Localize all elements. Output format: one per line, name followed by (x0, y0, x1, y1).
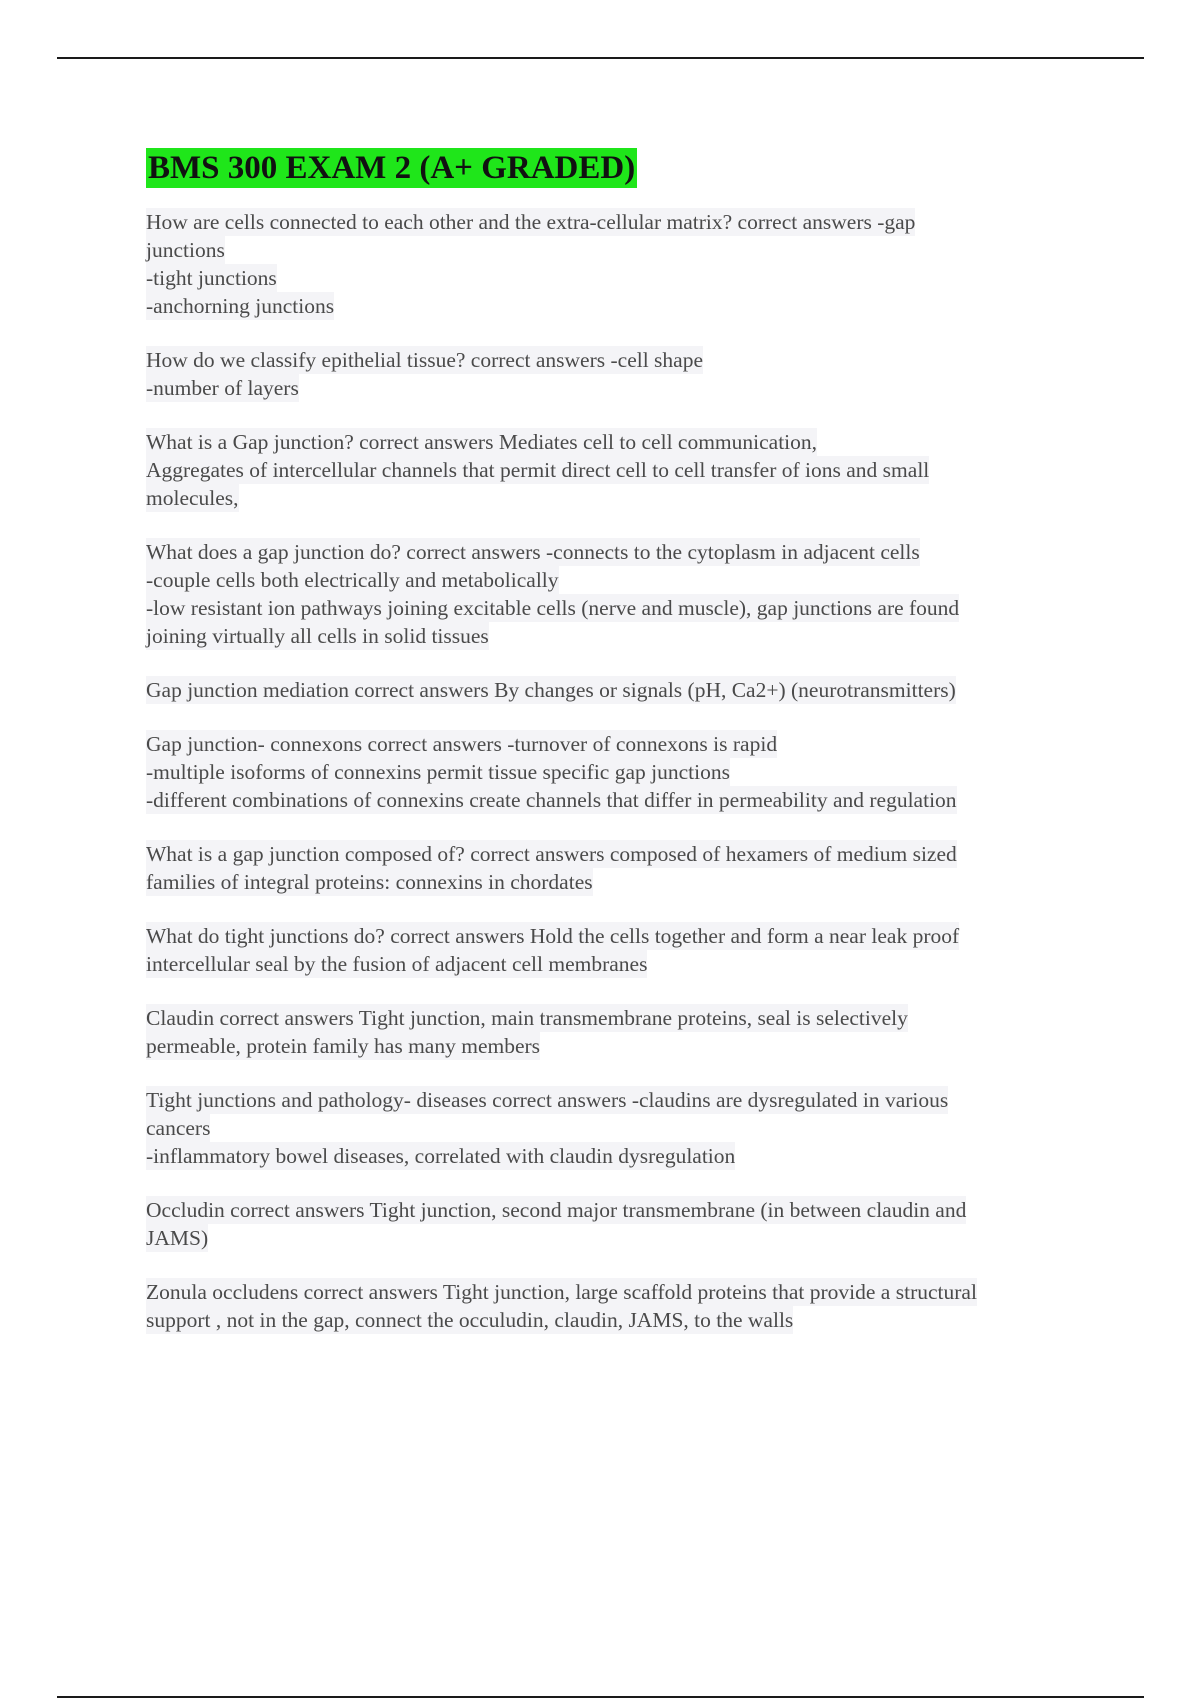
qa-line: families of integral proteins: connexins in chordates (146, 870, 593, 894)
qa-line: -low resistant ion pathways joining excitable cells (nerve and muscle), gap junctions are found (146, 596, 960, 620)
qa-entry (146, 676, 1106, 704)
qa-entry (146, 538, 1106, 650)
qa-line: molecules, (146, 486, 239, 510)
qa-line: -anchorning junctions (146, 294, 335, 318)
qa-entry (146, 922, 1106, 978)
qa-line: support , not in the gap, connect the occuludin, claudin, JAMS, to the walls (146, 1308, 794, 1332)
qa-entry (146, 1196, 1106, 1252)
qa-line: intercellular seal by the fusion of adjacent cell membranes (146, 952, 648, 976)
qa-entry (146, 208, 1106, 320)
qa-line: junctions (146, 238, 225, 262)
qa-line: What is a gap junction composed of? correct answers composed of hexamers of medium sized (146, 842, 957, 866)
qa-line: -different combinations of connexins create channels that differ in permeability and regulation (146, 788, 957, 812)
qa-line: Aggregates of intercellular channels that permit direct cell to cell transfer of ions and small (146, 458, 930, 482)
qa-line: Occludin correct answers Tight junction, second major transmembrane (in between claudin and (146, 1198, 967, 1222)
top-divider (57, 57, 1144, 59)
qa-line: -multiple isoforms of connexins permit tissue specific gap junctions (146, 760, 730, 784)
qa-entry (146, 428, 1106, 512)
qa-line: What does a gap junction do? correct answers -connects to the cytoplasm in adjacent cells (146, 540, 920, 564)
qa-line: JAMS) (146, 1226, 209, 1250)
qa-line: What do tight junctions do? correct answers Hold the cells together and form a near leak proof (146, 924, 960, 948)
qa-line: Gap junction mediation correct answers By changes or signals (pH, Ca2+) (neurotransmitters) (146, 678, 956, 702)
qa-line: Gap junction- connexons correct answers -turnover of connexons is rapid (146, 732, 778, 756)
document-body (146, 148, 1106, 1360)
qa-list (146, 208, 1106, 1334)
qa-line: -couple cells both electrically and metabolically (146, 568, 559, 592)
qa-line: cancers (146, 1116, 211, 1140)
qa-entry (146, 346, 1106, 402)
qa-line: What is a Gap junction? correct answers Mediates cell to cell communication, (146, 430, 818, 454)
qa-line: How do we classify epithelial tissue? correct answers -cell shape (146, 348, 704, 372)
qa-line: Tight junctions and pathology- diseases correct answers -claudins are dysregulated in various (146, 1088, 949, 1112)
qa-line: How are cells connected to each other and the extra-cellular matrix? correct answers -gap (146, 210, 916, 234)
qa-line: Zonula occludens correct answers Tight junction, large scaffold proteins that provide a structural (146, 1280, 977, 1304)
qa-entry (146, 1004, 1106, 1060)
qa-entry (146, 1278, 1106, 1334)
qa-line: -number of layers (146, 376, 299, 400)
qa-line: -tight junctions (146, 266, 277, 290)
qa-entry (146, 840, 1106, 896)
qa-line: Claudin correct answers Tight junction, main transmembrane proteins, seal is selectively (146, 1006, 908, 1030)
qa-line: joining virtually all cells in solid tissues (146, 624, 489, 648)
bottom-divider (57, 1696, 1144, 1698)
qa-entry (146, 1086, 1106, 1170)
document-title: BMS 300 EXAM 2 (A+ GRADED) (148, 150, 636, 186)
qa-line: -inflammatory bowel diseases, correlated with claudin dysregulation (146, 1144, 736, 1168)
qa-entry (146, 730, 1106, 814)
qa-line: permeable, protein family has many members (146, 1034, 541, 1058)
